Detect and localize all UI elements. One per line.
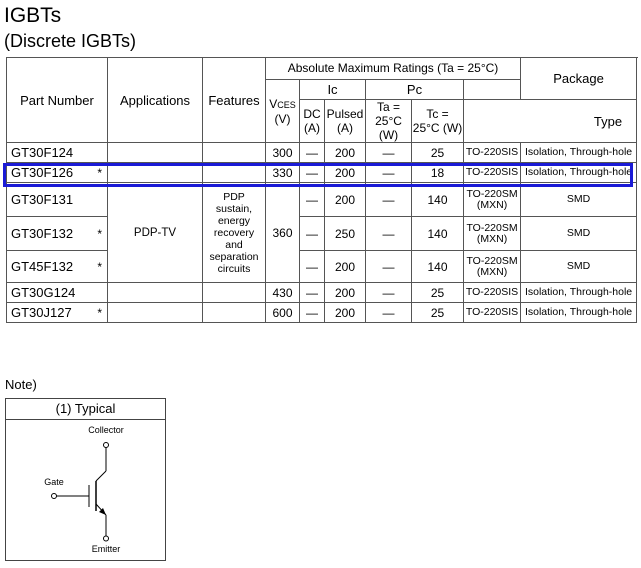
part-number-cell: GT45F132 * — [7, 251, 108, 283]
header-dc: DC (A) — [300, 100, 325, 143]
ta-cell: — — [366, 283, 412, 303]
part-number-cell: GT30J127 * — [7, 303, 108, 323]
header-tc: Tc = 25°C (W) — [412, 100, 464, 143]
features-cell — [203, 143, 266, 163]
emitter-label: Emitter — [91, 544, 121, 554]
features-cell — [203, 303, 266, 323]
table-row — [7, 283, 637, 303]
vces-cell: 600 — [266, 303, 300, 323]
collector-label: Collector — [88, 425, 124, 435]
features-cell: PDP sustain, energy recovery and separation circuits — [203, 183, 266, 283]
tc-cell: 25 — [412, 303, 464, 323]
table-row — [7, 251, 637, 283]
note-label: Note) — [5, 377, 37, 392]
type-cell: SMD — [521, 251, 637, 283]
tc-cell: 18 — [412, 163, 464, 183]
page-title: IGBTs — [4, 4, 62, 27]
table-row — [7, 303, 637, 323]
part-number-cell: GT30F124 — [7, 143, 108, 163]
ta-cell: — — [366, 183, 412, 217]
vces-cell: 330 — [266, 163, 300, 183]
page-subtitle: (Discrete IGBTs) — [4, 31, 137, 51]
part-number-cell: GT30F131 — [7, 183, 108, 217]
pulsed-cell: 200 — [325, 143, 366, 163]
ta-cell: — — [366, 163, 412, 183]
table-row — [7, 183, 637, 217]
pulsed-cell: 200 — [325, 303, 366, 323]
applications-cell — [108, 143, 203, 163]
applications-cell — [108, 303, 203, 323]
gate-label: Gate — [44, 477, 64, 487]
dc-cell: — — [300, 283, 325, 303]
type-cell: SMD — [521, 183, 637, 217]
table-row — [7, 163, 637, 183]
applications-cell — [108, 163, 203, 183]
vces-cell: 300 — [266, 143, 300, 163]
collector-diagonal — [96, 471, 106, 481]
dc-cell: — — [300, 143, 325, 163]
header-ta: Ta = 25°C (W) — [366, 100, 412, 143]
header-applications: Applications — [108, 58, 203, 143]
package-cell: TO-220SM (MXN) — [464, 217, 521, 251]
applications-cell: PDP-TV — [108, 183, 203, 283]
part-number-cell: GT30F132 * — [7, 217, 108, 251]
type-cell: Isolation, Through-hole — [521, 303, 637, 323]
type-cell: Isolation, Through-hole — [521, 163, 637, 183]
type-cell: Isolation, Through-hole — [521, 143, 637, 163]
table-row — [7, 143, 637, 163]
gate-terminal — [52, 494, 57, 499]
pulsed-cell: 200 — [325, 163, 366, 183]
vces-cell: 360 — [266, 183, 300, 283]
table-row — [7, 217, 637, 251]
igbt-symbol — [6, 419, 165, 560]
applications-cell — [108, 283, 203, 303]
ta-cell: — — [366, 303, 412, 323]
ta-cell: — — [366, 143, 412, 163]
header-features: Features — [203, 58, 266, 143]
header-part-number: Part Number — [7, 58, 108, 143]
note-box — [5, 398, 166, 561]
pulsed-cell: 250 — [325, 217, 366, 251]
dc-cell: — — [300, 303, 325, 323]
header-abs-max: Absolute Maximum Ratings (Ta = 25°C) — [266, 58, 521, 80]
header-pc: Pc — [366, 80, 464, 100]
ta-cell: — — [366, 251, 412, 283]
tc-cell: 140 — [412, 183, 464, 217]
vces-cell: 430 — [266, 283, 300, 303]
header-package: Package — [521, 58, 637, 100]
package-cell: TO-220SIS — [464, 283, 521, 303]
ta-cell: — — [366, 217, 412, 251]
dc-cell: — — [300, 251, 325, 283]
emitter-terminal — [104, 536, 109, 541]
dc-cell: — — [300, 183, 325, 217]
header-type: Type — [464, 100, 637, 143]
part-number-cell: GT30F126 * — [7, 163, 108, 183]
igbt-spec-table — [6, 57, 637, 323]
tc-cell: 25 — [412, 143, 464, 163]
pulsed-cell: 200 — [325, 251, 366, 283]
package-cell: TO-220SIS — [464, 303, 521, 323]
tc-cell: 25 — [412, 283, 464, 303]
tc-cell: 140 — [412, 251, 464, 283]
pulsed-cell: 200 — [325, 283, 366, 303]
package-cell: TO-220SIS — [464, 143, 521, 163]
header-ic: Ic — [300, 80, 366, 100]
type-cell: SMD — [521, 217, 637, 251]
tc-cell: 140 — [412, 217, 464, 251]
package-cell: TO-220SM (MXN) — [464, 251, 521, 283]
features-cell — [203, 283, 266, 303]
igbt-symbol-lines — [52, 443, 109, 542]
package-cell: TO-220SM (MXN) — [464, 183, 521, 217]
pulsed-cell: 200 — [325, 183, 366, 217]
type-cell: Isolation, Through-hole — [521, 283, 637, 303]
header-vces: VCES (V) — [266, 80, 300, 143]
features-cell — [203, 163, 266, 183]
part-number-cell: GT30G124 — [7, 283, 108, 303]
note-box-title: (1) Typical — [6, 399, 165, 420]
collector-terminal — [104, 443, 109, 448]
package-cell: TO-220SIS — [464, 163, 521, 183]
dc-cell: — — [300, 217, 325, 251]
dc-cell: — — [300, 163, 325, 183]
header-pulsed: Pulsed (A) — [325, 100, 366, 143]
